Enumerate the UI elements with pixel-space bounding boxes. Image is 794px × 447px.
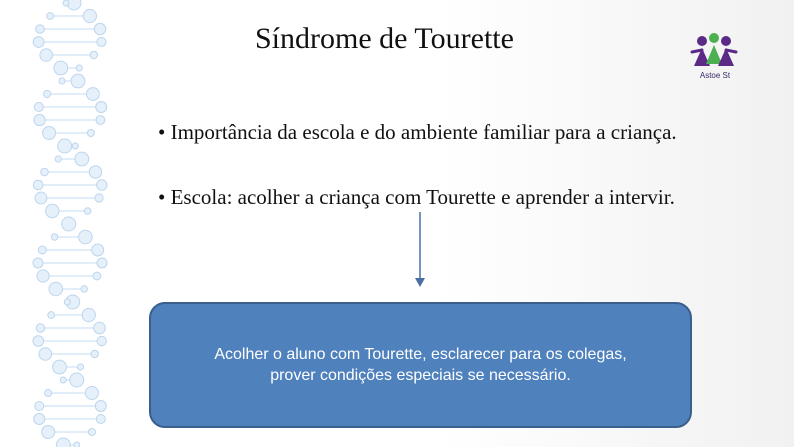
highlight-box (149, 302, 692, 428)
highlight-box-text (171, 344, 671, 386)
bullet-school-welcome: • Escola: acolher a criança com Tourette e aprender a intervir. (158, 185, 675, 209)
logo-caption: Astoe St (699, 71, 731, 80)
bullet-school-family: • Importância da escola e do ambiente familiar para a criança. (158, 120, 677, 144)
highlight-line-2: prover condições especiais se necessário. (270, 367, 571, 384)
dna-helix-decoration (0, 0, 140, 447)
down-arrow-icon (412, 212, 428, 288)
slide-title: Síndrome de Tourette (255, 22, 514, 55)
highlight-line-1: Acolher o aluno com Tourette, esclarecer para os colegas, (214, 346, 627, 363)
